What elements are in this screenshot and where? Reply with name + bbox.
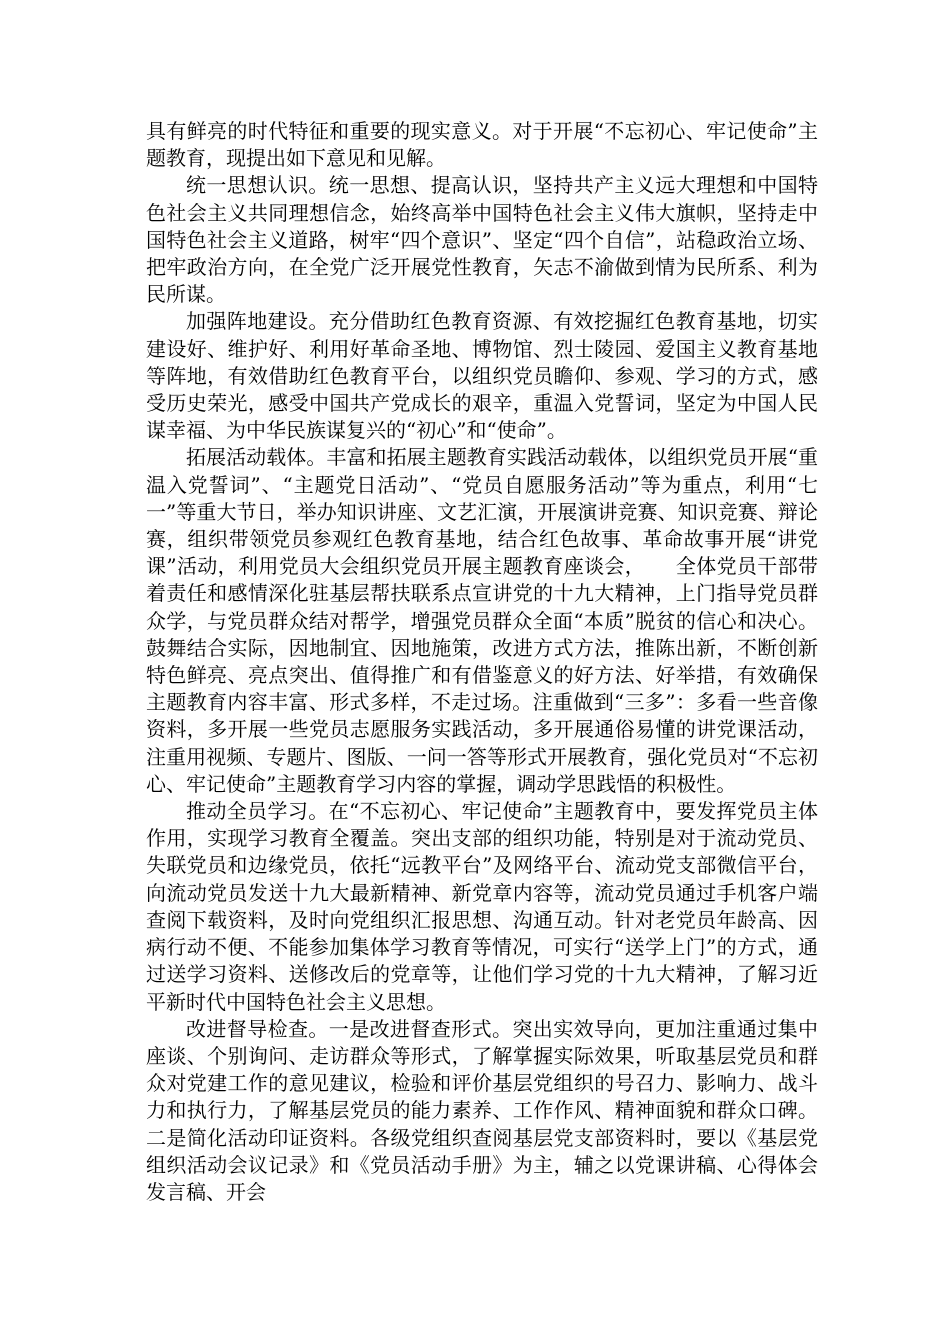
paragraph-intro-continuation: 具有鲜亮的时代特征和重要的现实意义。对于开展“不忘初心、牢记使命”主题教育，现提出如下意见和见解。	[146, 119, 818, 171]
document-body	[146, 118, 818, 1206]
paragraph-strengthen-base: 加强阵地建设。充分借助红色教育资源、有效挖掘红色教育基地，切实建设好、维护好、利用好革命圣地、博物馆、烈士陵园、爱国主义教育基地等阵地，有效借助红色教育平台，以组织党员瞻仰、参观、学习的方式，感受历史荣光，感受中国共产党成长的艰辛，重温入党誓词，坚定为中国人民谋幸福、为中华民族谋复兴的“初心”和“使命”。	[146, 309, 818, 443]
paragraph-expand-activities: 拓展活动载体。丰富和拓展主题教育实践活动载体，以组织党员开展“重温入党誓词”、“主题党日活动”、“党员自愿服务活动”等为重点，利用“七一”等重大节日，举办知识讲座、文艺汇演，开展演讲竞赛、知识竞赛、辩论赛，组织带领党员参观红色教育基地，结合红色故事、革命故事开展“讲党课”活动，利用党员大会组织党员开展主题教育座谈会， 全体党员干部带着责任和感情深化驻基层帮扶联系点宣讲党的十九大精神，上门指导党员群众学，与党员群众结对帮学，增强党员群众全面“本质”脱贫的信心和决心。鼓舞结合实际，因地制宜、因地施策，改进方式方法，推陈出新，不断创新特色鲜亮、亮点突出、值得推广和有借鉴意义的好方法、好举措，有效确保主题教育内容丰富、形式多样，不走过场。注重做到“三多”：多看一些音像资料，多开展一些党员志愿服务实践活动，多开展通俗易懂的讲党课活动，注重用视频、专题片、图版、一问一答等形式开展教育，强化党员对“不忘初心、牢记使命”主题教育学习内容的掌握，调动学思践悟的积极性。	[146, 445, 818, 796]
paragraph-unify-thinking: 统一思想认识。统一思想、提高认识，坚持共产主义远大理想和中国特色社会主义共同理想信念，始终高举中国特色社会主义伟大旗帜，坚持走中国特色社会主义道路，树牢“四个意识”、坚定“四个自信”，站稳政治立场、把牢政治方向，在全党广泛开展党性教育，矢志不渝做到情为民所系、利为民所谋。	[146, 173, 818, 307]
paragraph-improve-supervision: 改进督导检查。一是改进督查形式。突出实效导向，更加注重通过集中座谈、个别询问、走访群众等形式，了解掌握实际效果，听取基层党员和群众对党建工作的意见建议，检验和评价基层党组织的号召力、影响力、战斗力和执行力，了解基层党员的能力素养、工作作风、精神面貌和群众口碑。二是简化活动印证资料。各级党组织查阅基层党支部资料时，要以《基层党组织活动会议记录》和《党员活动手册》为主，辅之以党课讲稿、心得体会发言稿、开会	[146, 1016, 818, 1204]
paragraph-promote-learning: 推动全员学习。在“不忘初心、牢记使命”主题教育中，要发挥党员主体作用，实现学习教育全覆盖。突出支部的组织功能，特别是对于流动党员、失联党员和边缘党员，依托“远教平台”及网络平台、流动党支部微信平台，向流动党员发送十九大最新精神、新党章内容等，流动党员通过手机客户端查阅下载资料，及时向党组织汇报思想、沟通互动。针对老党员年龄高、因病行动不便、不能参加集体学习教育等情况，可实行“送学上门”的方式，通过送学习资料、送修改后的党章等，让他们学习党的十九大精神，了解习近平新时代中国特色社会主义思想。	[146, 799, 818, 1014]
